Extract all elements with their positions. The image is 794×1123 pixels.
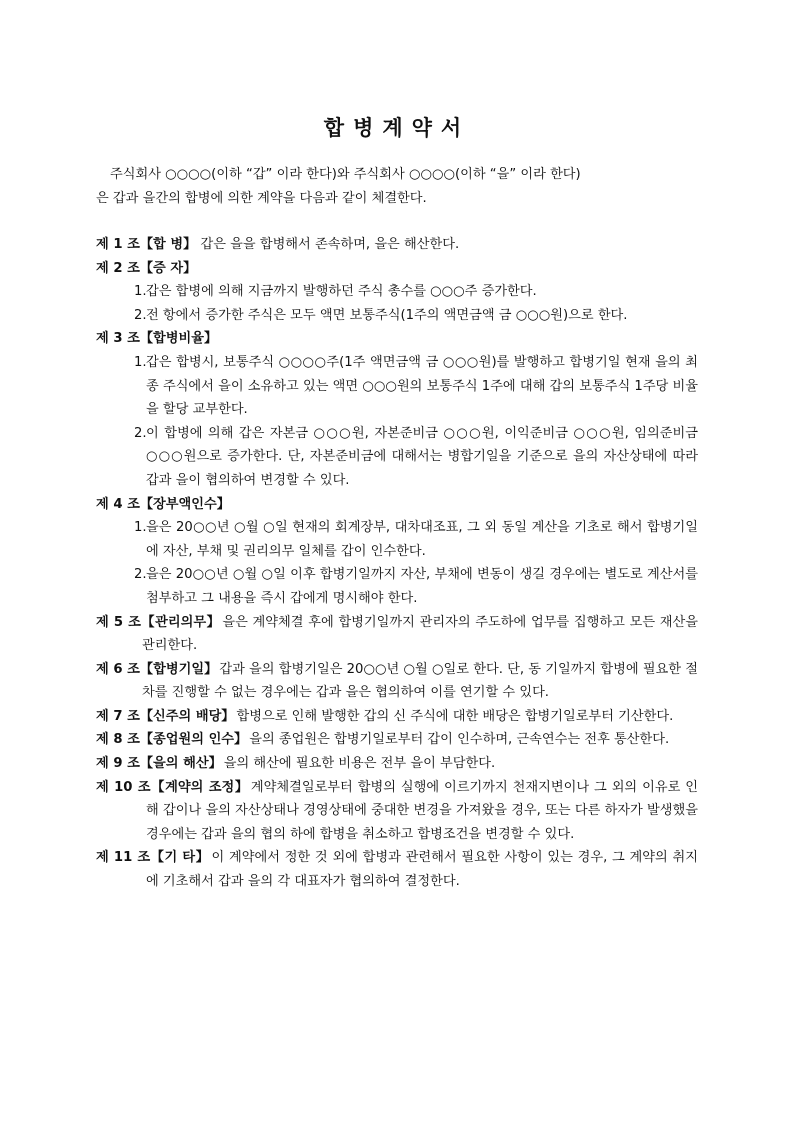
- article-item: [96, 280, 698, 304]
- item-text: 이 합병에 의해 갑은 자본금 ○○○원, 자본준비금 ○○○원, 이익준비금 ○○○원, 임의준비금 ○○○원으로 증가한다. 단, 자본준비금에 대해서는 병합기일을 기준으로 을의 자산상태에 따라 갑과 을이 협의하여 변경할 수 있다.: [146, 425, 698, 488]
- article-text: 을의 해산에 필요한 비용은 전부 을이 부담한다.: [223, 756, 496, 772]
- article-heading: 제 7 조【신주의 배당】: [96, 708, 235, 724]
- article-heading: 제 11 조【기 타】: [96, 850, 210, 866]
- article: [96, 233, 698, 257]
- article-text: 합병으로 인해 발행한 갑의 신 주식에 대한 배당은 합병기일로부터 기산한다.: [236, 708, 674, 724]
- article-heading: 제 9 조【을의 해산】: [96, 756, 222, 772]
- article: [96, 846, 698, 893]
- article-text: 갑과 을의 합병기일은 20○○년 ○월 ○일로 한다. 단, 동 기일까지 합병에 필요한 절차를 진행할 수 없는 경우에는 갑과 을은 협의하여 이를 연기할 수 있다.: [142, 661, 698, 701]
- article: [96, 776, 698, 847]
- article: [96, 257, 698, 281]
- item-text: 갑은 합병시, 보통주식 ○○○○주(1주 액면금액 금 ○○○원)를 발행하고 합병기일 현재 을의 최종 주식에서 을이 소유하고 있는 액면 ○○○원의 보통주식 1주에 대해 갑의 보통주식 1주당 비율을 할당 교부한다.: [146, 354, 698, 418]
- item-number: 2.: [134, 307, 147, 323]
- article-list: [96, 233, 698, 894]
- item-text: 을은 20○○년 ○월 ○일 이후 합병기일까지 자산, 부채에 변동이 생길 경우에는 별도로 계산서를 첨부하고 그 내용을 즉시 갑에게 명시해야 한다.: [146, 567, 698, 606]
- article-text: 갑은 을을 합병해서 존속하며, 을은 해산한다.: [200, 237, 460, 252]
- item-text: 을은 20○○년 ○월 ○일 현재의 회계장부, 대차대조표, 그 외 동일 계산을 기초로 해서 합병기일에 자산, 부채 및 권리의무 일체를 갑이 인수한다.: [146, 520, 698, 559]
- article: [96, 611, 698, 658]
- item-number: 2.: [134, 425, 147, 441]
- article-heading: 제 10 조【계약의 조정】: [96, 779, 249, 795]
- article-heading: 제 4 조【장부액인수】: [96, 496, 230, 512]
- article-heading: 제 6 조【합병기일】: [96, 661, 218, 677]
- article-text: 을은 계약체결 후에 합병기일까지 관리자의 주도하에 업무를 집행하고 모든 재산을 관리한다.: [142, 614, 698, 654]
- article-item: [96, 422, 698, 493]
- article-heading: 제 3 조【합병비율】: [96, 331, 218, 347]
- article-item: [96, 563, 698, 610]
- article-heading: 제 2 조【증 자】: [96, 260, 197, 276]
- article-heading: 제 8 조【종업원의 인수】: [96, 732, 248, 748]
- article: [96, 493, 698, 517]
- article-heading: 제 1 조【합 병】: [96, 237, 197, 252]
- item-number: 1.: [134, 520, 147, 536]
- article-text: 이 계약에서 정한 것 외에 합병과 관련해서 필요한 사항이 있는 경우, 그 계약의 취지에 기초해서 갑과 을의 각 대표자가 협의하여 결정한다.: [146, 850, 698, 890]
- document-title: 합병계약서: [323, 116, 471, 140]
- preamble: [96, 163, 698, 211]
- article: [96, 327, 698, 351]
- article: [96, 658, 698, 705]
- item-text: 전 항에서 증가한 주식은 모두 액면 보통주식(1주의 액면금액 금 ○○○원)으로 한다.: [146, 307, 628, 323]
- preamble-line-1: 주식회사 ○○○○(이하 “갑” 이라 한다)와 주식회사 ○○○○(이하 “을” 이라 한다): [110, 167, 581, 182]
- preamble-line-2: 은 갑과 을간의 합병에 의한 계약을 다음과 같이 체결한다.: [96, 191, 427, 206]
- article-item: [96, 304, 698, 328]
- item-number: 2.: [134, 567, 147, 583]
- article: [96, 705, 698, 729]
- item-number: 1.: [134, 284, 147, 300]
- article: [96, 752, 698, 776]
- item-number: 1.: [134, 354, 147, 370]
- article-item: [96, 516, 698, 563]
- article-item: [96, 351, 698, 422]
- article-text: 을의 종업원은 합병기일로부터 갑이 인수하며, 근속연수는 전후 통산한다.: [249, 732, 670, 748]
- article-heading: 제 5 조【관리의무】: [96, 614, 221, 630]
- article-text: 계약체결일로부터 합병의 실행에 이르기까지 천재지변이나 그 외의 이유로 인해 갑이나 을의 자산상태나 경영상태에 중대한 변경을 가져왔을 경우, 또는 다른 하자가 발생했을 경우에는 갑과 을의 협의 하에 합병을 취소하고 합병조건을 변경할 수 있다.: [146, 779, 698, 842]
- item-text: 갑은 합병에 의해 지금까지 발행하던 주식 총수를 ○○○주 증가한다.: [146, 284, 537, 300]
- article: [96, 728, 698, 752]
